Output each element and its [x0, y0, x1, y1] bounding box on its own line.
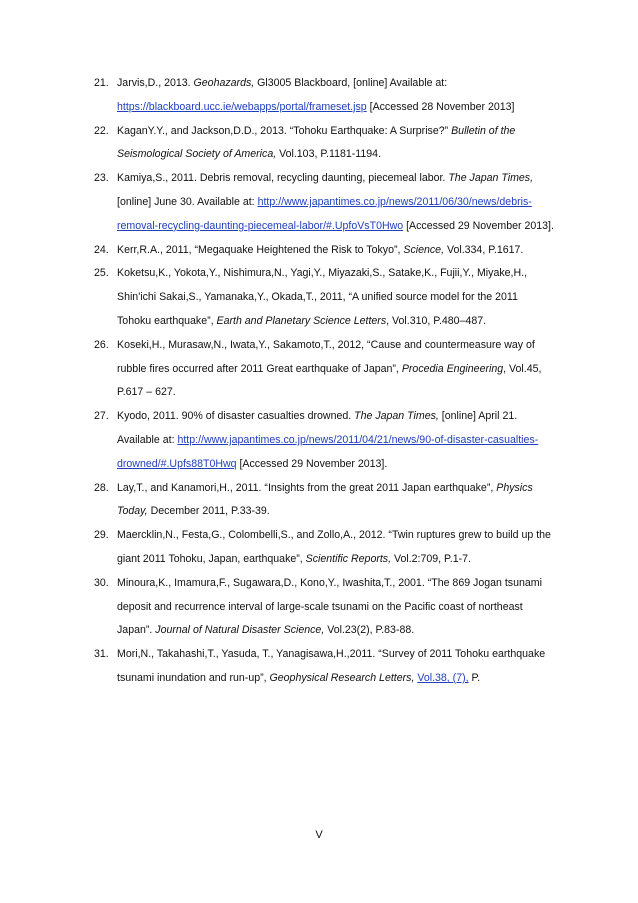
reference-text: Jarvis,D., 2013.: [117, 77, 194, 89]
reference-text: Maercklin,N., Festa,G., Colombelli,S., and Zollo,A., 2012. “Twin ruptures grew to build up the giant 2011 Tohoku, Japan, earthquake”,: [117, 529, 551, 565]
reference-entry: [94, 167, 554, 238]
reference-number: 25.: [94, 267, 109, 280]
reference-text: , Vol.310, P.480–487.: [386, 314, 487, 327]
reference-entry: [94, 72, 554, 120]
reference-source-title: The Japan Times,: [354, 410, 439, 423]
reference-text: [Accessed 28 November 2013]: [366, 100, 515, 113]
reference-source-title: Physics Today,: [117, 481, 533, 518]
reference-text: Koseki,H., Murasaw,N., Iwata,Y., Sakamoto,T., 2012, “Cause and countermeasure way of rubble fires occurred after 2011 Great earthquake of Japan”,: [117, 338, 535, 375]
reference-number: 31.: [94, 648, 109, 661]
reference-text: KaganY.Y., and Jackson,D.D., 2013. “Tohoku Earthquake: A Surprise?”: [117, 124, 452, 137]
reference-number: 21.: [94, 77, 109, 89]
reference-link[interactable]: http://www.japantimes.co.jp/news/2011/06/30/news/debris-removal-recycling-daunting-piecemeal-labor/#.UpfoVsT0Hwo: [117, 195, 532, 232]
reference-text: Koketsu,K., Yokota,Y., Nishimura,N., Yagi,Y., Miyazaki,S., Satake,K., Fujii,Y., Miyake,H., Shin'ichi Sakai,S., Yamanaka,Y., Okada,T., 2011, “A unified source model for the 2011 Tohoku earthquake”,: [117, 267, 528, 327]
reference-text: Vol.103, P.1181‐1194.: [276, 148, 382, 161]
reference-text: Vol.23(2), P.83-88.: [324, 624, 415, 637]
reference-text: Kerr,R.A., 2011, “Megaquake Heightened the Risk to Tokyo”,: [117, 243, 404, 256]
reference-source-title: Geophysical Research Letters,: [269, 671, 415, 684]
reference-text: Vol.334, P.1617.: [444, 243, 524, 256]
reference-text: Lay,T., and Kanamori,H., 2011. “Insights from the great 2011 Japan earthquake”,: [117, 481, 497, 494]
reference-number: 29.: [94, 529, 109, 542]
reference-text: Minoura,K., Imamura,F., Sugawara,D., Kono,Y., Iwashita,T., 2001. “The 869 Jogan tsunami deposit and recurrence interval of large-scale tsunami on the Pacific coast of northeast Japan”.: [117, 576, 542, 637]
reference-list: [94, 72, 554, 691]
reference-text: [online] April 21. Available at:: [117, 410, 518, 446]
reference-source-title: Bulletin of the Seismological Society of America,: [117, 124, 516, 161]
reference-number: 30.: [94, 576, 109, 589]
reference-text: Vol.2:709, P.1-7.: [391, 552, 471, 565]
reference-entry: [94, 334, 554, 405]
reference-source-title: Scientific Reports,: [305, 552, 392, 565]
reference-text: Kyodo, 2011. 90% of disaster casualties drowned.: [117, 410, 355, 423]
reference-link[interactable]: http://www.japantimes.co.jp/news/2011/04/21/news/90-of-disaster-casualties-drowned/#.Upfs88T0Hwq: [117, 433, 539, 470]
reference-link[interactable]: Vol.38, (7),: [417, 671, 469, 684]
reference-text: Gl3005 Blackboard, [online] Available at:: [254, 77, 448, 89]
reference-entry: [94, 262, 554, 333]
reference-entry: [94, 643, 554, 691]
reference-number: 24.: [94, 243, 109, 256]
reference-entry: [94, 572, 554, 643]
reference-text: Kamiya,S., 2011. Debris removal, recycling daunting, piecemeal labor.: [117, 172, 449, 185]
reference-number: 26.: [94, 338, 109, 351]
reference-source-title: Procedia Engineering: [401, 362, 504, 375]
reference-source-title: Science,: [403, 243, 445, 256]
page-number: V: [315, 829, 323, 841]
reference-source-title: The Japan Times,: [448, 172, 534, 185]
reference-number: 23.: [94, 172, 109, 185]
reference-entry: [94, 405, 554, 476]
reference-source-title: Earth and Planetary Science Letters: [216, 314, 387, 327]
reference-text: [Accessed 29 November 2013].: [403, 219, 554, 232]
reference-number: 27.: [94, 410, 109, 423]
reference-entry: [94, 477, 554, 525]
reference-text: [Accessed 29 November 2013].: [236, 457, 388, 470]
reference-link[interactable]: https://blackboard.ucc.ie/webapps/portal/frameset.jsp: [117, 100, 367, 113]
reference-entry: [94, 120, 554, 168]
reference-source-title: Geohazards,: [193, 77, 255, 89]
reference-entry: [94, 239, 554, 263]
reference-text: December 2011, P.33-39.: [147, 505, 270, 518]
reference-text: Mori,N., Takahashi,T., Yasuda, T., Yanagisawa,H.,2011. “Survey of 2011 Tohoku earthquake tsunami inundation and run-up”,: [117, 648, 546, 684]
reference-text: P.: [468, 671, 481, 684]
reference-source-title: Journal of Natural Disaster Science,: [155, 624, 325, 637]
reference-entry: [94, 524, 554, 572]
reference-number: 22.: [94, 124, 109, 137]
reference-text: [online] June 30. Available at:: [117, 195, 258, 208]
reference-text: , Vol.45, P.617 – 627.: [117, 362, 542, 399]
reference-number: 28.: [94, 481, 109, 494]
